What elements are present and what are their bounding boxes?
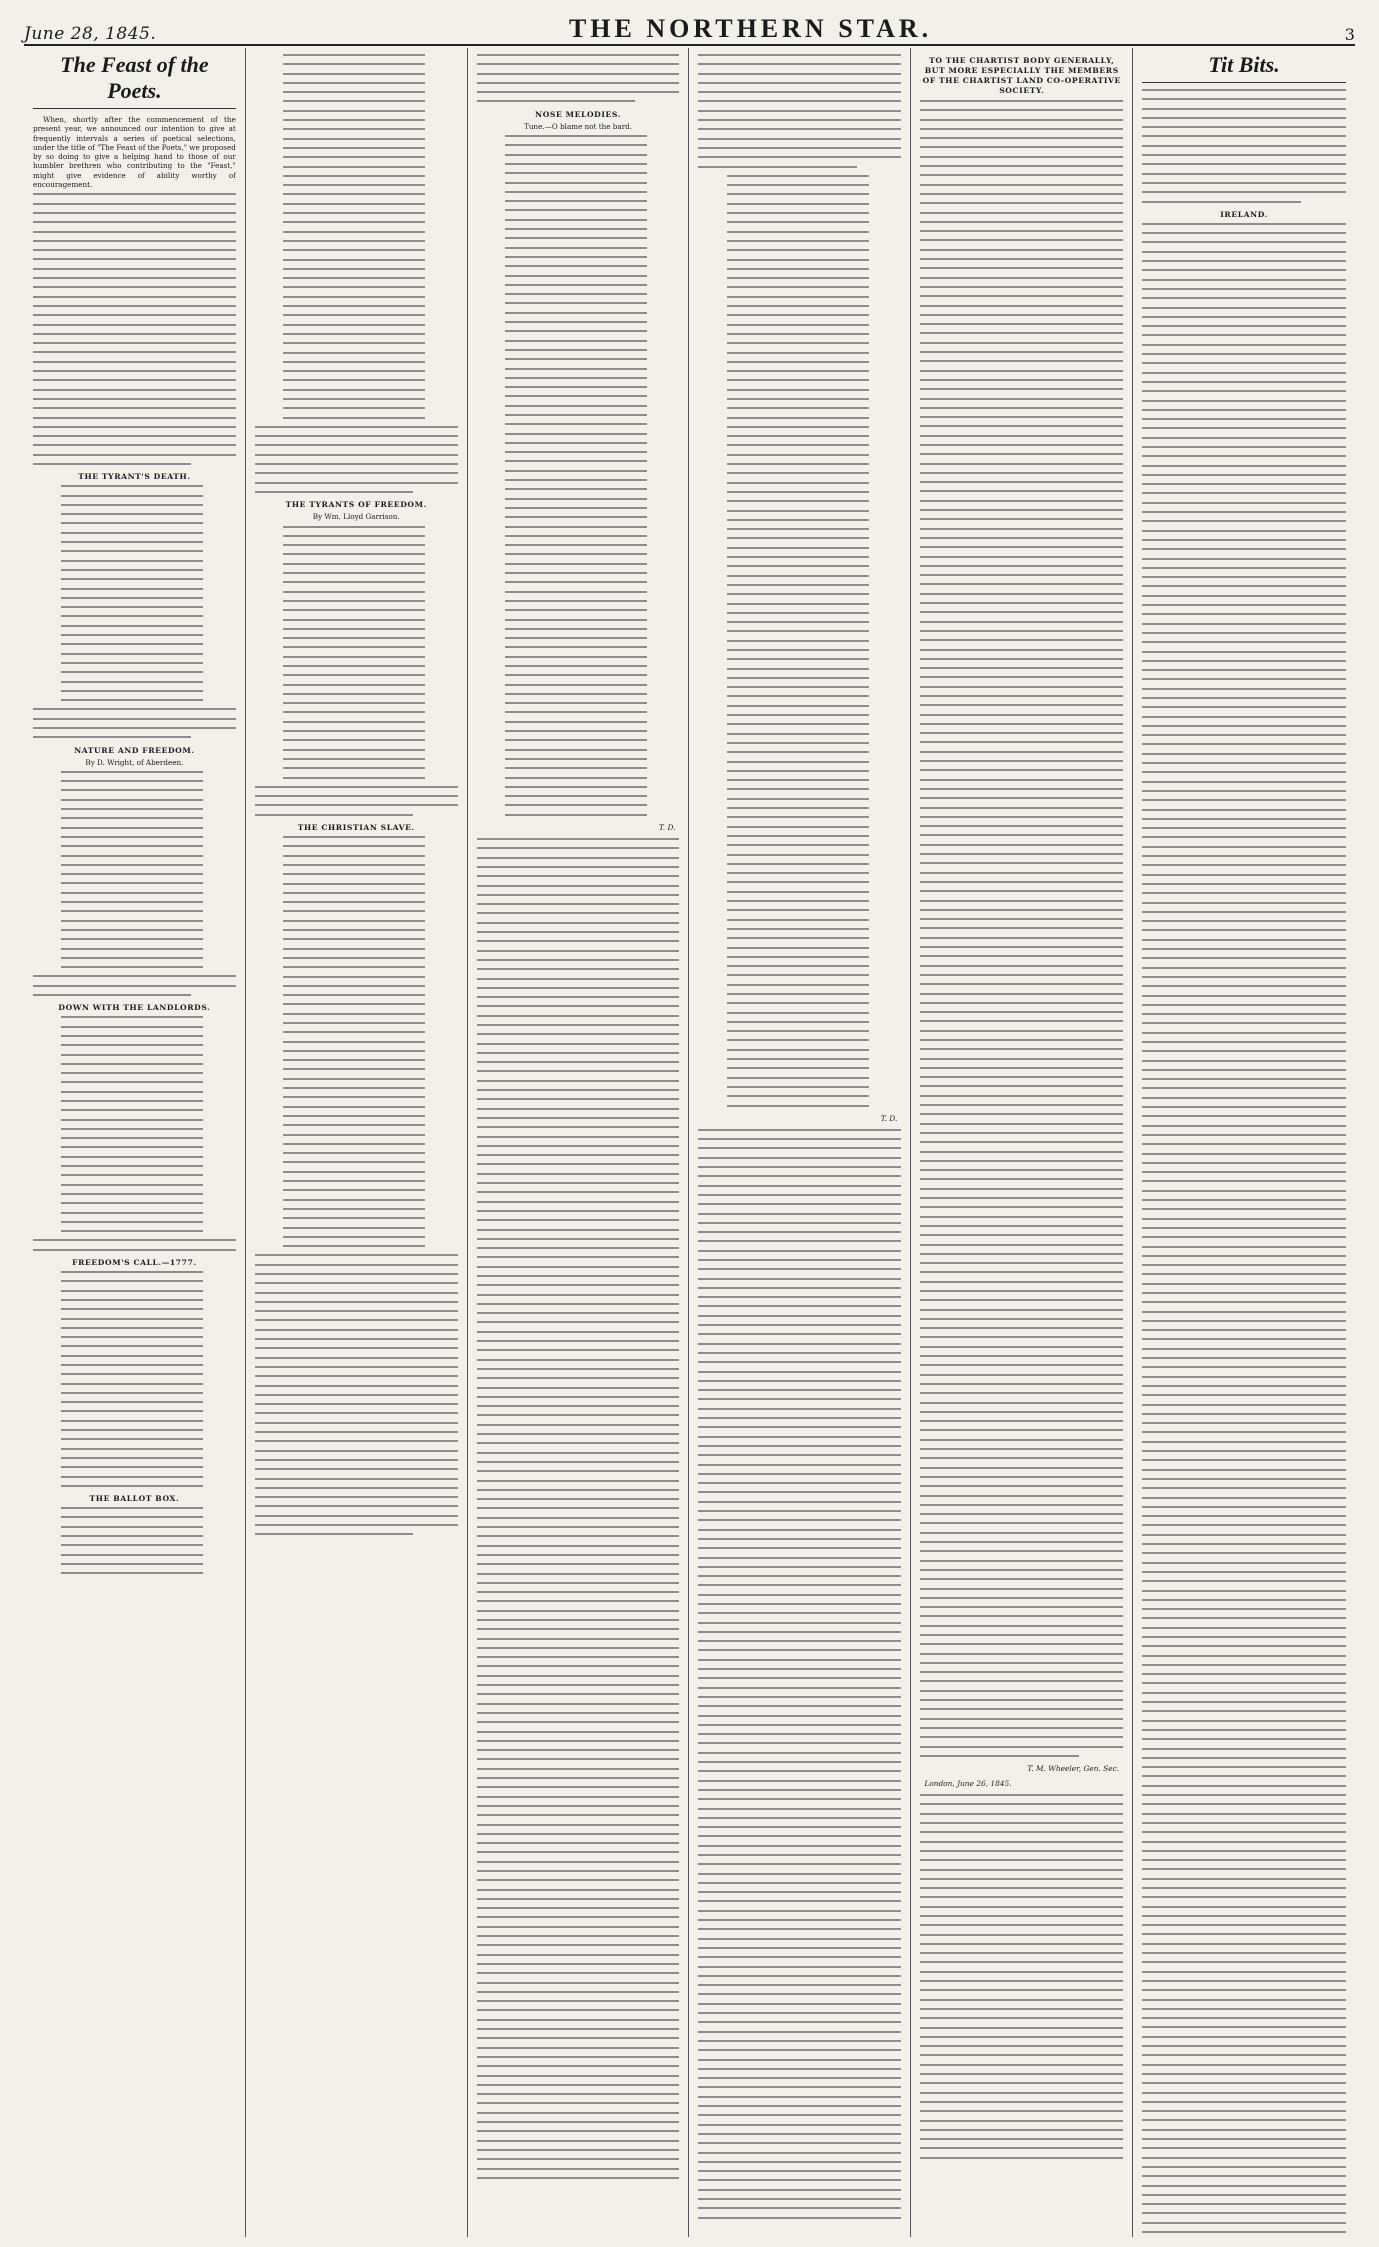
text-block-1 <box>33 193 236 465</box>
poem-heading-landlords: DOWN WITH THE LANDLORDS. <box>58 1003 211 1013</box>
poem-block-4 <box>33 1271 236 1487</box>
text-block-5b <box>920 1794 1123 2159</box>
column-5 <box>911 48 1133 2237</box>
address-heading: TO THE CHARTIST BODY GENERALLY, BUT MORE ESPECIALLY THE MEMBERS OF THE CHARTIST LAND CO-OPERATIVE SOCIETY. <box>922 56 1121 95</box>
poem-block-1 <box>33 485 236 738</box>
poem-heading-nose-melodies: NOSE MELODIES. <box>535 109 621 119</box>
poem-heading-tyrant: THE TYRANT'S DEATH. <box>78 472 191 482</box>
column-4 <box>689 48 911 2237</box>
page-number: 3 <box>1344 25 1355 44</box>
poem-block-7 <box>255 526 458 816</box>
poem-block-3 <box>33 1016 236 1250</box>
text-block-3b <box>477 838 680 2179</box>
poem-heading-tyrants-freedom: THE TYRANTS OF FREEDOM. <box>285 500 427 510</box>
issue-date: June 28, 1845. <box>24 24 157 44</box>
intro-paragraph: When, shortly after the commencement of the present year, we announced our intention to give at frequently intervals a series of poetical selections, under the title of "The Feast of the Poets," we proposed by so doing to give a helping hand to those of our humbler brethren who contributing to the "Feast," might give evidence of ability worthy of encouragement. <box>33 115 236 190</box>
secretary-signature: T. M. Wheeler, Gen. Sec. <box>1027 1764 1120 1774</box>
article-intro <box>33 115 236 189</box>
poem-block-10 <box>698 54 901 1107</box>
section-title-tit-bits: Tit Bits. <box>1208 52 1280 77</box>
poem-heading-nature: NATURE AND FREEDOM. <box>74 745 195 755</box>
poem-block-8 <box>255 836 458 1535</box>
column-2 <box>246 48 468 2237</box>
column-6 <box>1133 48 1355 2237</box>
divider <box>33 108 236 109</box>
columns <box>24 48 1355 2237</box>
address-dateline: London, June 26, 1845. <box>924 1779 1012 1789</box>
poem-block-5 <box>33 1507 236 1574</box>
page-header <box>24 10 1355 46</box>
poem-byline-garrison: By Wm. Lloyd Garrison. <box>312 512 400 522</box>
column-3 <box>468 48 690 2237</box>
column-1 <box>24 48 246 2237</box>
poem-heading-freedom: FREEDOM'S CALL.—1777. <box>72 1258 197 1268</box>
text-block-6a <box>1142 89 1346 203</box>
text-block-3a <box>477 54 680 102</box>
heading-ireland: IRELAND. <box>1220 209 1268 219</box>
signature-td-2: T. D. <box>880 1113 898 1123</box>
poem-byline-nature: By D. Wright, of Aberdeen. <box>85 757 184 767</box>
text-block-4 <box>698 1129 901 2219</box>
poem-block-9 <box>477 135 680 816</box>
poem-block-2 <box>33 771 236 996</box>
text-block-6b <box>1142 223 1346 2237</box>
poem-heading-christian-slave: THE CHRISTIAN SLAVE. <box>297 823 415 833</box>
masthead: THE NORTHERN STAR. <box>568 14 933 43</box>
poem-block-6 <box>255 54 458 493</box>
signature-td: T. D. <box>658 823 676 833</box>
poem-heading-ballot: THE BALLOT BOX. <box>89 1494 180 1504</box>
section-title-feast: The Feast of the Poets. <box>60 52 209 103</box>
address-body <box>920 100 1123 1757</box>
divider-2 <box>1142 82 1346 83</box>
poem-tune-line: Tune.—O blame not the bard. <box>524 121 633 131</box>
